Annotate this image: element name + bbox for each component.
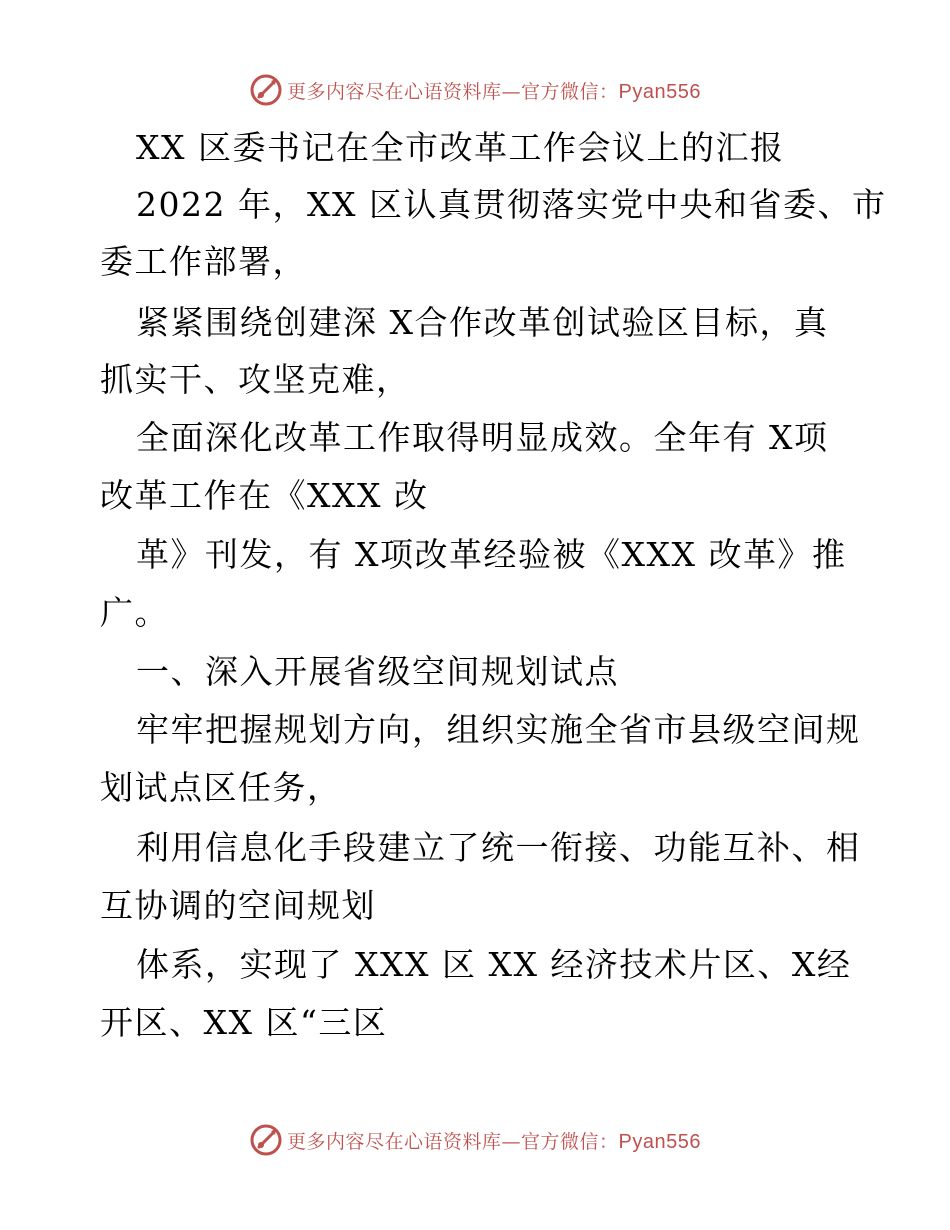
- paragraph-line: 全面深化改革工作取得明显成效。全年有 X项: [136, 418, 829, 457]
- paragraph-line: 抓实干、攻坚克难，: [100, 360, 411, 399]
- paragraph-line: 牢牢把握规划方向，组织实施全省市县级空间规: [136, 710, 861, 749]
- paragraph-line: 互协调的空间规划: [100, 886, 376, 925]
- footer-watermark: [0, 1120, 950, 1160]
- paragraph-line: 委工作部署，: [100, 242, 307, 281]
- logo-icon: [249, 73, 283, 107]
- paragraph-line: 划试点区任务，: [100, 768, 342, 807]
- watermark-text: 更多内容尽在心语资料库—官方微信：Pyan556: [287, 80, 701, 103]
- watermark-wechat-id: Pyan556: [618, 1130, 701, 1153]
- paragraph-line: 广。: [100, 593, 169, 632]
- watermark-wechat-id: Pyan556: [618, 80, 701, 103]
- paragraph-line: 革》刊发，有 X项改革经验被《XXX 改革》推: [136, 535, 847, 574]
- paragraph-line: 体系，实现了 XXX 区 XX 经济技术片区、X经: [136, 945, 852, 984]
- logo-icon: [249, 1123, 283, 1157]
- document-title: XX 区委书记在全市改革工作会议上的汇报: [136, 128, 785, 167]
- paragraph-line: 紧紧围绕创建深 X合作改革创试验区目标，真: [136, 303, 829, 342]
- paragraph-line: 改革工作在《XXX 改: [100, 476, 429, 515]
- paragraph-line: 利用信息化手段建立了统一衔接、功能互补、相: [136, 828, 861, 867]
- watermark-text: 更多内容尽在心语资料库—官方微信：Pyan556: [287, 1130, 701, 1153]
- paragraph-line: 开区、XX 区“三区: [100, 1003, 388, 1042]
- paragraph-line: 2022 年，XX 区认真贯彻落实党中央和省委、市: [136, 185, 887, 224]
- section-heading: 一、深入开展省级空间规划试点: [136, 652, 619, 691]
- header-watermark: [0, 70, 950, 110]
